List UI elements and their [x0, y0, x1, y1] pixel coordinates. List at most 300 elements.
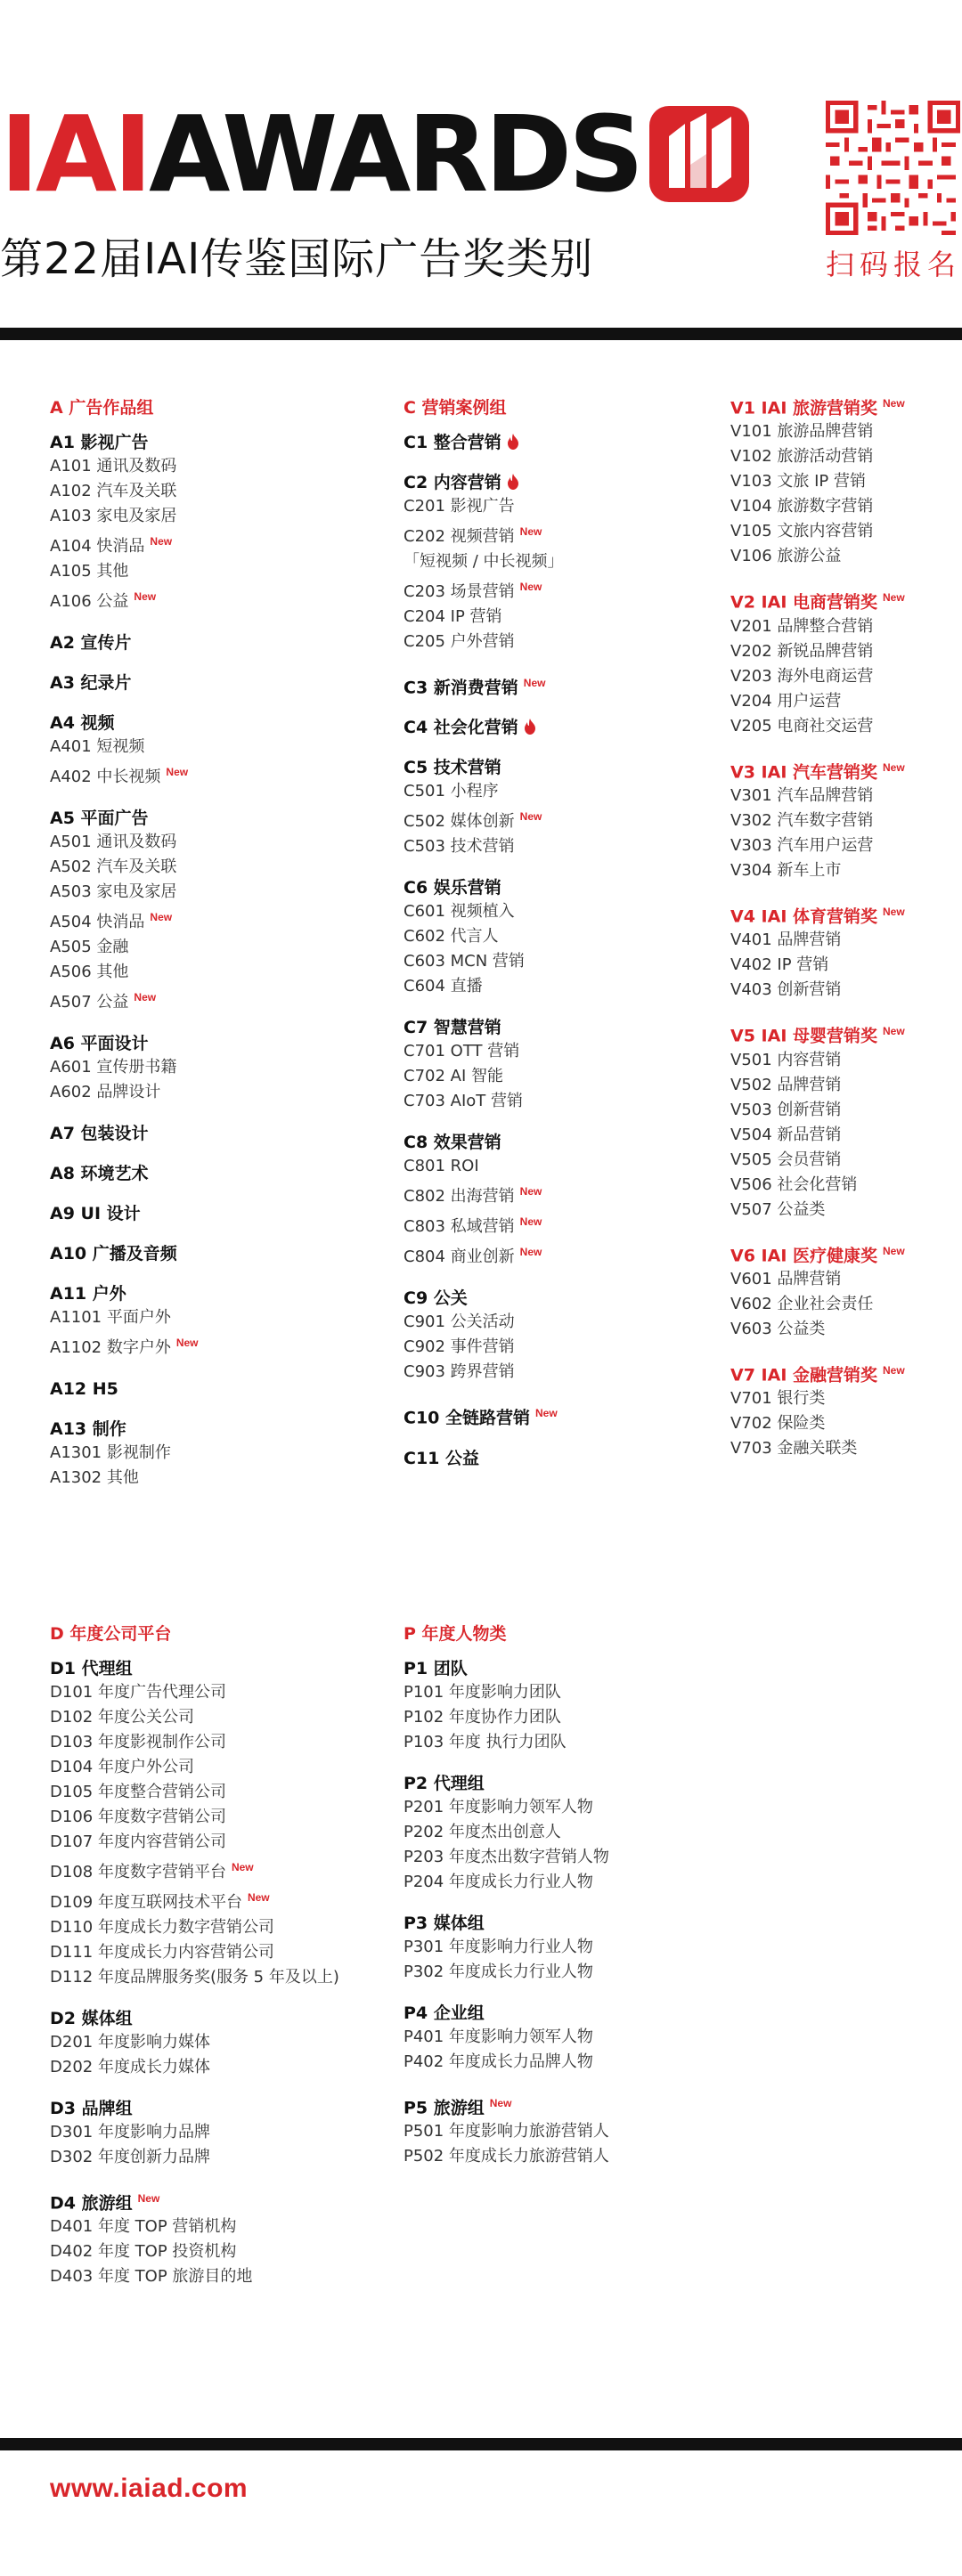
category-item — [404, 605, 724, 630]
category-item-text: D109 年度互联网技术平台 — [50, 1893, 242, 1912]
category-item — [50, 760, 406, 790]
category-item — [50, 855, 406, 880]
category-item-text: A402 中长视频 — [50, 768, 161, 786]
category-item-text: D301 年度影响力品牌 — [50, 2123, 210, 2141]
category-title-text: C1 整合营销 — [404, 433, 501, 452]
new-badge: New — [489, 2097, 512, 2109]
category-item-text: C902 事件营销 — [404, 1337, 515, 1357]
new-badge: New — [519, 581, 542, 593]
category-group — [404, 1657, 760, 1755]
category-item — [404, 1845, 760, 1870]
category-item — [730, 809, 960, 833]
category-item-text: V304 新车上市 — [730, 860, 842, 880]
category-item — [730, 1073, 960, 1098]
category-item — [404, 630, 724, 654]
category-group — [404, 431, 724, 454]
new-badge: New — [523, 677, 546, 689]
new-badge: New — [883, 1363, 905, 1377]
category-item-text: V403 创新营销 — [730, 980, 842, 1000]
category-title-text: V1 IAI 旅游营销奖 — [730, 398, 877, 418]
category-item — [50, 1055, 406, 1080]
category-item — [730, 833, 960, 858]
category-title — [404, 1772, 760, 1795]
category-title — [404, 756, 724, 779]
fire-icon — [507, 434, 519, 450]
category-group — [50, 1202, 406, 1225]
category-title-text: V7 IAI 金融营销奖 — [730, 1365, 877, 1386]
category-item-text: V205 电商社交运营 — [730, 716, 874, 735]
category-item-text: D101 年度广告代理公司 — [50, 1683, 226, 1702]
fire-icon — [524, 719, 536, 735]
category-item — [404, 1870, 760, 1895]
category-group — [50, 1657, 406, 1990]
category-item-text: P302 年度成长力行业人物 — [404, 1962, 593, 1981]
category-item-text: V506 社会化营销 — [730, 1174, 858, 1194]
new-badge: New — [137, 2192, 160, 2205]
category-title — [50, 1418, 406, 1441]
section-title: P 年度人物类 — [404, 1624, 507, 1644]
category-item-text: A1101 平面户外 — [50, 1308, 171, 1327]
category-item-text: V303 汽车用户运营 — [730, 835, 874, 855]
category-item-text: D402 年度 TOP 投资机构 — [50, 2242, 237, 2262]
category-item-text: V702 保险类 — [730, 1414, 826, 1434]
category-item — [404, 1935, 760, 1960]
category-item-text: D201 年度影响力媒体 — [50, 2033, 210, 2052]
category-title-text: C10 全链路营销 — [404, 1408, 530, 1428]
category-group — [404, 2002, 760, 2075]
new-badge: New — [883, 1025, 905, 1038]
category-item-text: A501 通讯及数码 — [50, 833, 177, 851]
category-item-text: A502 汽车及关联 — [50, 857, 177, 876]
category-item-text: A505 金融 — [50, 938, 129, 956]
category-item — [50, 1805, 406, 1830]
category-title — [404, 1912, 760, 1935]
category-item-text: D106 年度数字营销公司 — [50, 1808, 226, 1826]
category-item-text: P501 年度影响力旅游营销人 — [404, 2122, 609, 2141]
category-item — [50, 905, 406, 935]
category-group — [404, 876, 724, 999]
category-title-text: A11 户外 — [50, 1284, 126, 1304]
category-item — [404, 1795, 760, 1820]
category-item — [730, 714, 960, 739]
category-item-text: A101 通讯及数码 — [50, 457, 177, 475]
category-group — [404, 1447, 724, 1470]
column-annual-company — [50, 1623, 406, 2306]
category-title — [404, 1657, 760, 1680]
category-item-text: C603 MCN 营销 — [404, 952, 525, 971]
category-title — [404, 876, 724, 899]
category-title-text: C8 效果营销 — [404, 1133, 501, 1153]
category-group — [404, 671, 724, 699]
category-item — [404, 1239, 724, 1270]
category-item — [730, 858, 960, 883]
new-badge: New — [519, 1246, 542, 1259]
category-item-text: P402 年度成长力品牌人物 — [404, 2052, 593, 2071]
category-item — [730, 494, 960, 519]
category-title — [404, 471, 724, 494]
category-title — [50, 631, 406, 654]
category-item-text: V401 品牌营销 — [730, 930, 842, 950]
category-item-text: A1102 数字户外 — [50, 1338, 171, 1357]
category-item-text: V601 品牌营销 — [730, 1269, 842, 1288]
category-item — [730, 419, 960, 444]
category-item — [50, 1830, 406, 1855]
category-item-text: C803 私域营销 — [404, 1217, 515, 1237]
category-title — [50, 1377, 406, 1401]
category-item-text: C602 代言人 — [404, 927, 499, 947]
category-group — [50, 2007, 406, 2080]
new-badge: New — [166, 766, 189, 778]
category-item — [50, 559, 406, 584]
category-group — [730, 1359, 960, 1461]
category-title-text: A6 平面设计 — [50, 1034, 149, 1053]
category-title-text: P4 企业组 — [404, 2003, 485, 2023]
category-item-text: A504 快消品 — [50, 913, 145, 931]
category-item — [730, 1148, 960, 1173]
category-item — [404, 1360, 724, 1385]
category-item — [730, 1436, 960, 1461]
category-item — [404, 779, 724, 804]
category-title — [404, 1447, 724, 1470]
category-title-text: C5 技术营销 — [404, 758, 501, 778]
category-item-text: C503 技术营销 — [404, 837, 515, 857]
category-item — [404, 1039, 724, 1064]
category-item-text: V402 IP 营销 — [730, 955, 829, 975]
category-item — [404, 574, 724, 605]
category-item-text: D104 年度户外公司 — [50, 1758, 194, 1776]
category-group — [50, 1162, 406, 1185]
category-item — [50, 2239, 406, 2264]
category-group — [404, 1016, 724, 1114]
category-item-text: C701 OTT 营销 — [404, 1042, 520, 1061]
category-item-text: C801 ROI — [404, 1157, 479, 1176]
new-badge: New — [535, 1407, 558, 1420]
category-item — [404, 2025, 760, 2050]
category-item — [730, 1386, 960, 1411]
new-badge: New — [519, 1215, 542, 1229]
category-item — [730, 614, 960, 639]
category-item-text: D110 年度成长力数字营销公司 — [50, 1918, 274, 1937]
new-badge: New — [883, 591, 905, 605]
category-item — [730, 928, 960, 953]
category-group — [730, 900, 960, 1003]
category-title — [50, 1162, 406, 1185]
category-title — [404, 1402, 724, 1429]
category-title-text: D4 旅游组 — [50, 2193, 133, 2214]
category-item — [50, 2145, 406, 2170]
category-item — [50, 830, 406, 855]
category-title-text: P1 团队 — [404, 1659, 468, 1678]
category-title-text: A8 环境艺术 — [50, 1164, 149, 1183]
new-badge: New — [150, 535, 173, 548]
category-item — [50, 1755, 406, 1780]
category-item — [50, 454, 406, 479]
category-item-text: C202 视频营销 — [404, 527, 515, 546]
category-item-text: V103 文旅 IP 营销 — [730, 472, 866, 492]
category-title — [50, 2097, 406, 2120]
category-item-text: A103 家电及家居 — [50, 507, 177, 525]
category-title — [50, 1202, 406, 1225]
category-title-text: D2 媒体组 — [50, 2009, 133, 2028]
category-title-text: A7 包装设计 — [50, 1124, 149, 1143]
category-title — [404, 1131, 724, 1154]
category-item — [404, 1730, 760, 1755]
category-item — [50, 1730, 406, 1755]
category-item-text: V202 新锐品牌营销 — [730, 641, 874, 661]
category-title-text: A10 广播及音频 — [50, 1244, 177, 1264]
category-item-text: P301 年度影响力行业人物 — [404, 1938, 593, 1956]
category-item-text: C802 出海营销 — [404, 1187, 515, 1207]
category-item-text: V703 金融关联类 — [730, 1439, 858, 1459]
category-item — [50, 529, 406, 559]
category-item-text: A507 公益 — [50, 993, 129, 1012]
category-item — [50, 2055, 406, 2080]
category-item — [730, 689, 960, 714]
category-item-text: C702 AI 智能 — [404, 1067, 503, 1086]
category-item-text: V204 用户运营 — [730, 691, 842, 711]
category-item-text: A102 汽车及关联 — [50, 482, 177, 500]
category-item — [730, 544, 960, 569]
category-item — [730, 1123, 960, 1148]
category-item-text: V602 企业社会责任 — [730, 1294, 874, 1313]
category-item-text: P401 年度影响力领军人物 — [404, 2027, 593, 2046]
category-group — [50, 711, 406, 790]
category-item — [50, 880, 406, 905]
category-title — [50, 1282, 406, 1305]
category-item — [50, 1940, 406, 1965]
category-title-text: C9 公关 — [404, 1288, 468, 1309]
category-item-text: D108 年度数字营销平台 — [50, 1863, 226, 1881]
category-item-text: P103 年度 执行力团队 — [404, 1733, 567, 1751]
category-title — [50, 2007, 406, 2030]
new-badge: New — [175, 1337, 199, 1349]
category-item — [50, 1855, 406, 1885]
category-item — [404, 804, 724, 834]
page-title: 第22届IAI传鉴国际广告奖类别 — [0, 234, 594, 284]
category-item-text: P204 年度成长力行业人物 — [404, 1873, 593, 1891]
category-title-text: A2 宣传片 — [50, 633, 132, 653]
new-badge: New — [883, 905, 905, 918]
category-item — [50, 935, 406, 960]
category-item — [50, 1080, 406, 1105]
category-item — [404, 1310, 724, 1335]
category-item-text: C903 跨界营销 — [404, 1362, 515, 1382]
category-group — [404, 1772, 760, 1895]
category-item — [404, 1154, 724, 1179]
category-group — [50, 1377, 406, 1401]
category-item-text: V104 旅游数字营销 — [730, 497, 874, 516]
category-item-text: D403 年度 TOP 旅游目的地 — [50, 2267, 253, 2287]
category-item — [404, 2144, 760, 2169]
category-title — [730, 586, 960, 614]
category-item — [404, 1179, 724, 1209]
category-item — [404, 2119, 760, 2144]
category-item — [404, 1064, 724, 1089]
category-title — [50, 1032, 406, 1055]
category-title-text: V4 IAI 体育营销奖 — [730, 906, 877, 927]
category-title — [730, 1020, 960, 1047]
category-title-text: V3 IAI 汽车营销奖 — [730, 761, 877, 782]
category-item-text: A1301 影视制作 — [50, 1443, 171, 1462]
website-link[interactable]: www.iaiad.com — [50, 2474, 249, 2503]
category-item-text: C501 小程序 — [404, 782, 499, 801]
category-title — [50, 1657, 406, 1680]
category-title — [50, 807, 406, 830]
category-item — [730, 639, 960, 664]
category-item — [404, 2050, 760, 2075]
category-item-text: V302 汽车数字营销 — [730, 810, 874, 830]
category-title-text: A4 视频 — [50, 713, 115, 733]
category-item — [730, 1098, 960, 1123]
category-item — [50, 2264, 406, 2289]
category-item-text: C201 影视广告 — [404, 497, 515, 516]
category-item — [730, 1048, 960, 1073]
category-item-text: P502 年度成长力旅游营销人 — [404, 2147, 609, 2166]
category-item-text: A503 家电及家居 — [50, 882, 177, 901]
category-item-text: P102 年度协作力团队 — [404, 1708, 561, 1727]
category-item-text: V105 文旅内容营销 — [730, 522, 874, 541]
category-group — [404, 1912, 760, 1985]
category-item-text: P101 年度影响力团队 — [404, 1683, 561, 1702]
category-title-text: A3 纪录片 — [50, 673, 132, 693]
category-item — [50, 1705, 406, 1730]
category-title-text: P2 代理组 — [404, 1774, 485, 1793]
category-title — [730, 900, 960, 928]
category-group — [50, 1418, 406, 1491]
category-group — [730, 756, 960, 883]
category-item-text: A1302 其他 — [50, 1468, 139, 1487]
category-title-text: C6 娱乐营销 — [404, 878, 501, 898]
category-title — [404, 2092, 760, 2119]
category-group — [404, 471, 724, 654]
category-item-text: V106 旅游公益 — [730, 547, 842, 566]
category-item — [730, 519, 960, 544]
category-title-text: A1 影视广告 — [50, 433, 149, 452]
section-title: A 广告作品组 — [50, 398, 154, 418]
category-title-text: C11 公益 — [404, 1448, 479, 1468]
category-item-text: C502 媒体创新 — [404, 812, 515, 832]
category-group — [404, 1131, 724, 1270]
column-advertising-works — [50, 397, 406, 1507]
category-group — [730, 1239, 960, 1342]
category-group — [50, 631, 406, 654]
category-item-text: P202 年度杰出创意人 — [404, 1823, 561, 1841]
category-group — [50, 807, 406, 1015]
category-item-text: A104 快消品 — [50, 537, 145, 556]
category-item — [50, 735, 406, 760]
category-item — [730, 1173, 960, 1198]
category-item — [404, 1960, 760, 1985]
category-title — [730, 1359, 960, 1386]
category-title — [50, 431, 406, 454]
category-item-text: V201 品牌整合营销 — [730, 616, 874, 636]
category-item-text: D107 年度内容营销公司 — [50, 1832, 226, 1851]
category-item — [50, 985, 406, 1015]
category-item-text: A601 宣传册书籍 — [50, 1058, 177, 1077]
category-title — [404, 1016, 724, 1039]
new-badge: New — [519, 1185, 542, 1199]
category-item-text: V101 旅游品牌营销 — [730, 422, 874, 442]
category-item-text: V301 汽车品牌营销 — [730, 785, 874, 805]
column-marketing-cases — [404, 397, 724, 1487]
category-item-text: C204 IP 营销 — [404, 607, 502, 626]
category-group — [404, 1287, 724, 1385]
new-badge: New — [150, 911, 173, 923]
category-item — [730, 1317, 960, 1342]
category-group — [50, 2187, 406, 2289]
category-item — [730, 978, 960, 1003]
category-title-text: V6 IAI 医疗健康奖 — [730, 1245, 877, 1265]
category-title — [730, 756, 960, 784]
category-item-text: A401 短视频 — [50, 737, 145, 756]
category-item — [730, 444, 960, 469]
category-item-text: V503 创新营销 — [730, 1100, 842, 1119]
top-divider — [0, 328, 962, 340]
category-item — [404, 974, 724, 999]
category-group — [50, 1242, 406, 1265]
category-item-text: C601 视频植入 — [404, 902, 515, 922]
category-item-text: A106 公益 — [50, 592, 129, 611]
category-title-text: V5 IAI 母婴营销奖 — [730, 1026, 877, 1046]
category-item — [730, 1267, 960, 1292]
category-item-text: A105 其他 — [50, 562, 129, 581]
category-item — [50, 1680, 406, 1705]
category-item — [404, 1820, 760, 1845]
category-title-text: D1 代理组 — [50, 1659, 133, 1678]
category-title-text: A12 H5 — [50, 1379, 118, 1399]
category-item — [50, 960, 406, 985]
category-title — [730, 392, 960, 419]
new-badge: New — [134, 590, 157, 603]
category-item-text: D103 年度影视制作公司 — [50, 1733, 226, 1751]
category-item — [404, 1680, 760, 1705]
category-title-text: C3 新消费营销 — [404, 678, 518, 698]
category-item-text: D202 年度成长力媒体 — [50, 2058, 210, 2076]
column-industry-awards — [730, 392, 960, 1478]
category-item-text: C203 场景营销 — [404, 582, 515, 601]
category-title — [50, 1242, 406, 1265]
category-item — [730, 664, 960, 689]
category-item — [730, 784, 960, 809]
category-item — [50, 479, 406, 504]
logo-awards-text: AWARDS — [149, 93, 641, 215]
category-item — [404, 1335, 724, 1360]
category-title — [50, 711, 406, 735]
category-title — [404, 671, 724, 699]
category-title — [50, 2187, 406, 2214]
category-item — [50, 1780, 406, 1805]
category-item-text: D102 年度公关公司 — [50, 1708, 194, 1727]
logo-iai-text: IAI — [0, 93, 150, 215]
new-badge: New — [883, 760, 905, 774]
category-group — [404, 716, 724, 739]
new-badge: New — [883, 1244, 905, 1257]
category-item-text: V504 新品营销 — [730, 1125, 842, 1144]
bottom-divider — [0, 2438, 962, 2450]
category-item-text: V505 会员营销 — [730, 1150, 842, 1169]
category-item — [404, 1089, 724, 1114]
category-item-text: C604 直播 — [404, 977, 483, 996]
category-title — [50, 671, 406, 695]
new-badge: New — [519, 810, 542, 824]
category-item — [404, 834, 724, 859]
category-group — [730, 1020, 960, 1222]
category-group — [50, 671, 406, 695]
category-item — [404, 1209, 724, 1239]
column-annual-people — [404, 1623, 760, 2186]
category-item — [404, 1705, 760, 1730]
category-item — [730, 1411, 960, 1436]
